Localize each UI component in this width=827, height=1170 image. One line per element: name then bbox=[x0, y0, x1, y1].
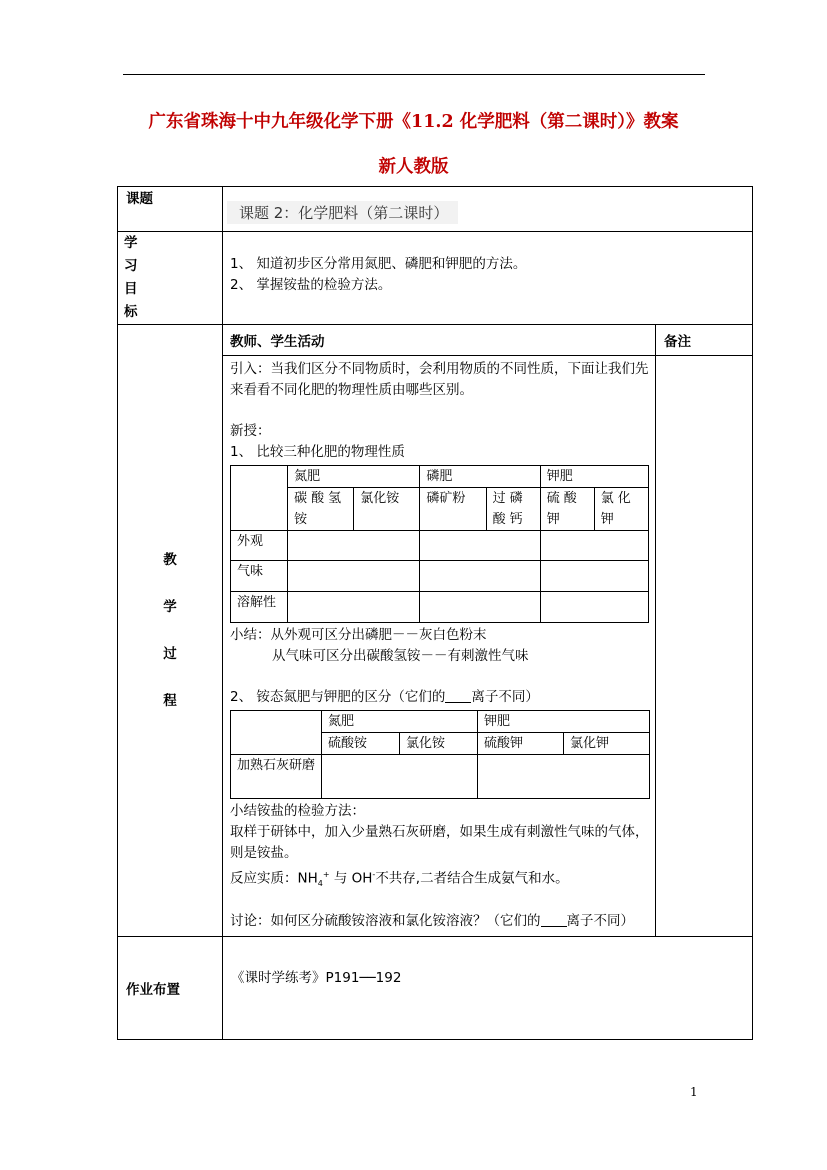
intro-text: 引入：当我们区分不同物质时，会利用物质的不同性质，下面让我们先来看看不同化肥的物理性质由哪些区别。 bbox=[230, 361, 649, 398]
homework-value: 《课时学练考》P191──192 bbox=[223, 937, 753, 1040]
row-label: 气味 bbox=[231, 561, 288, 592]
header-rule bbox=[123, 74, 705, 75]
group-header: 氮肥 bbox=[322, 711, 478, 733]
row-label: 加熟石灰研磨 bbox=[231, 755, 322, 799]
topic-cell bbox=[223, 187, 753, 232]
goal-item: 1、 知道初步区分常用氮肥、磷肥和钾肥的方法。 bbox=[230, 256, 527, 272]
fertilizer-name: 磷矿粉 bbox=[420, 488, 486, 531]
fertilizer-name: 硫酸钾 bbox=[540, 488, 594, 531]
activity-content bbox=[223, 356, 656, 937]
new-lesson-label: 新授： bbox=[230, 423, 271, 439]
reaction-text: 反应实质：$NH_4^+$ 与 OH-不共存,二者结合生成氨气和水。 bbox=[230, 870, 569, 889]
physical-properties-table bbox=[230, 465, 649, 623]
group-header: 钾肥 bbox=[540, 466, 648, 488]
fertilizer-name: 硫酸铵 bbox=[322, 733, 400, 755]
row-label: 溶解性 bbox=[231, 592, 288, 623]
document-subtitle: 新人教版 bbox=[378, 157, 449, 177]
goals-cell bbox=[223, 232, 753, 325]
discussion-text: 讨论：如何区分硫酸铵溶液和氯化铵溶液？（它们的 离子不同） bbox=[230, 913, 634, 930]
homework-label: 作业布置 bbox=[118, 937, 223, 1040]
fertilizer-name: 过磷酸钙 bbox=[486, 488, 540, 531]
fertilizer-name: 氯化铵 bbox=[400, 733, 478, 755]
document-title: 广东省珠海十中九年级化学下册《11.2 化学肥料（第二课时）》教案 bbox=[148, 112, 679, 132]
topic-value: 课题 2：化学肥料（第二课时） bbox=[227, 201, 458, 224]
section2-heading: 2、 铵态氮肥与钾肥的区分（它们的 离子不同） bbox=[230, 689, 539, 705]
ammonium-test-table bbox=[230, 710, 650, 799]
summary1-line1: 小结：从外观可区分出磷肥－－灰白色粉末 bbox=[230, 627, 487, 643]
process-label: 教 学 过 程 bbox=[118, 325, 223, 937]
goal-item: 2、 掌握铵盐的检验方法。 bbox=[230, 277, 392, 293]
page-number: 1 bbox=[690, 1085, 698, 1099]
fill-blank bbox=[445, 688, 471, 703]
summary2-text: 取样于研钵中，加入少量熟石灰研磨，如果生成有刺激性气味的气体，则是铵盐。 bbox=[230, 824, 649, 861]
notes-header: 备注 bbox=[656, 325, 753, 356]
goals-label: 学 习 目 标 bbox=[118, 232, 223, 325]
fertilizer-name: 硫酸钾 bbox=[478, 733, 564, 755]
section1-heading: 1、 比较三种化肥的物理性质 bbox=[230, 444, 405, 460]
lesson-plan-table bbox=[117, 186, 753, 1040]
topic-label: 课题 bbox=[118, 187, 223, 232]
fertilizer-name: 氯化钾 bbox=[564, 733, 650, 755]
activity-header: 教师、学生活动 bbox=[223, 325, 656, 356]
notes-cell bbox=[656, 356, 753, 937]
row-label: 外观 bbox=[231, 531, 288, 561]
group-header: 磷肥 bbox=[420, 466, 540, 488]
fertilizer-name: 氯化钾 bbox=[594, 488, 648, 531]
fertilizer-name: 碳酸氢铵 bbox=[288, 488, 354, 531]
group-header: 氮肥 bbox=[288, 466, 420, 488]
fertilizer-name: 氯化铵 bbox=[354, 488, 420, 531]
fill-blank bbox=[541, 912, 567, 927]
group-header: 钾肥 bbox=[478, 711, 650, 733]
summary2-title: 小结铵盐的检验方法： bbox=[230, 803, 365, 819]
summary1-line2: 从气味可区分出碳酸氢铵－－有刺激性气味 bbox=[272, 648, 529, 664]
